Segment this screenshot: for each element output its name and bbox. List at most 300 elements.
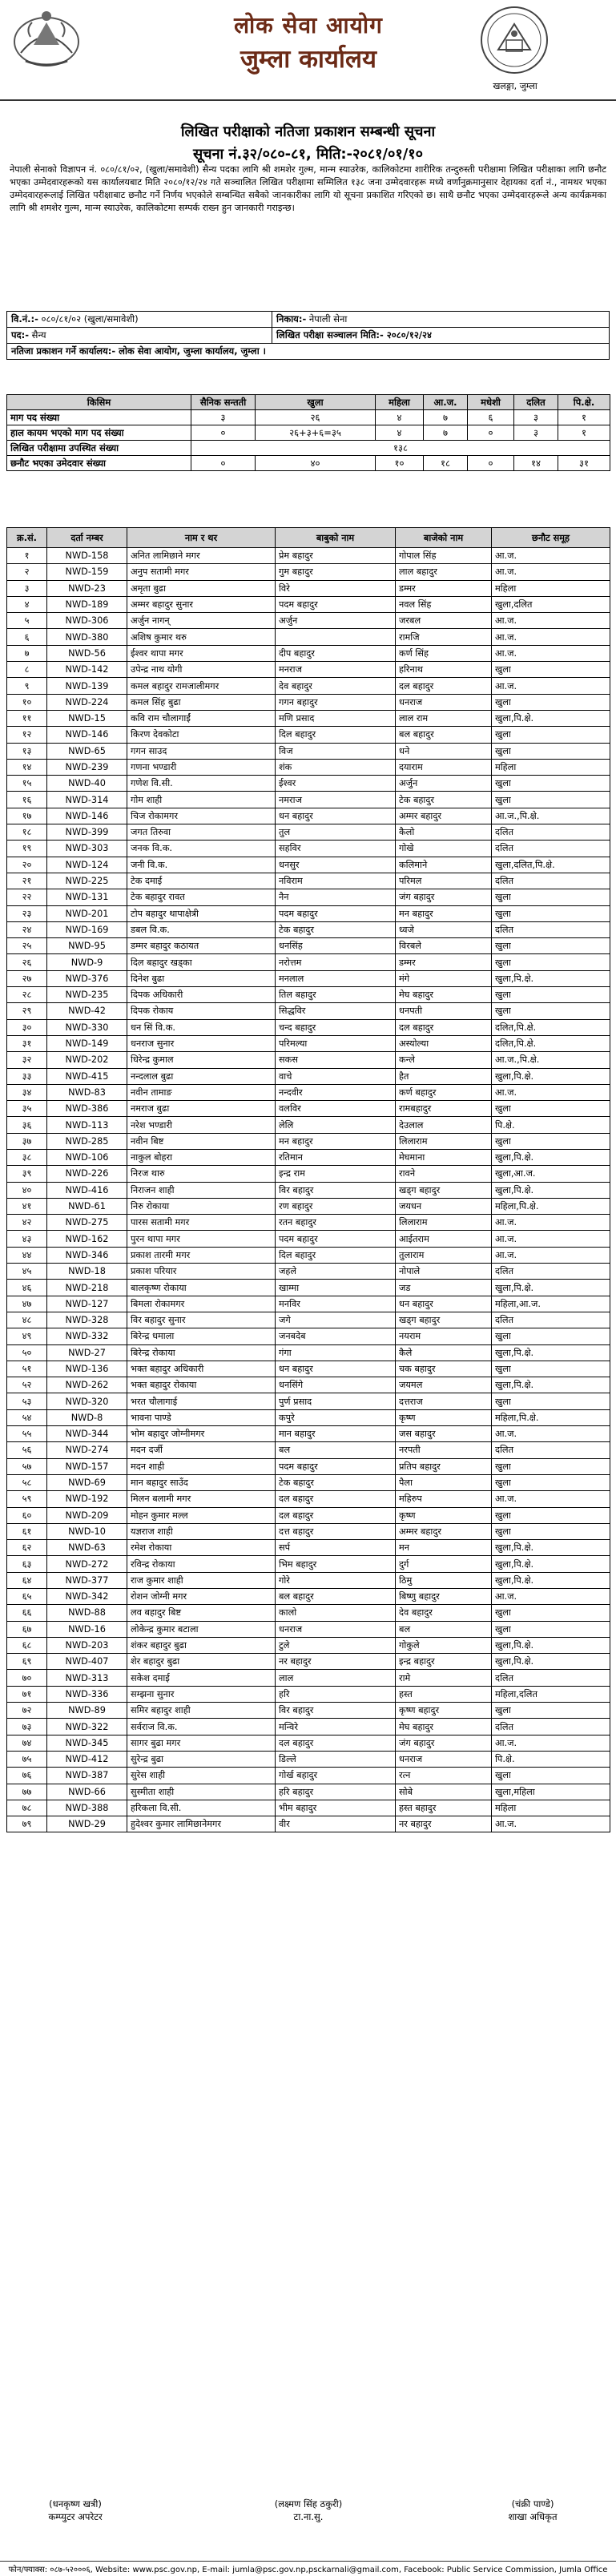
selection-group: आ.ज. [492,645,610,661]
grandfather-name: प्रतिप बहादुर [396,1458,492,1474]
serial-number: २१ [7,873,47,889]
candidate-name: उपेन्द्र नाथ योगी [127,662,276,678]
registration-number: NWD-306 [47,613,127,629]
table-row [7,1784,610,1800]
candidate-name: कवि राम चौलागाईं [127,710,276,726]
serial-number: ५२ [7,1377,47,1393]
serial-number: ७६ [7,1768,47,1784]
father-name: दल बहादुर [276,1491,396,1507]
registration-number: NWD-42 [47,1003,127,1019]
registration-number: NWD-9 [47,954,127,970]
posts-cell: १ [558,410,610,425]
father-name: वीर [276,1816,396,1832]
table-row [7,873,610,889]
registration-number: NWD-16 [47,1621,127,1637]
serial-number: ७८ [7,1800,47,1816]
serial-number: ५० [7,1344,47,1361]
registration-number: NWD-18 [47,1264,127,1280]
serial-number: १० [7,694,47,710]
table-row [7,1231,610,1247]
serial-number: ४ [7,596,47,612]
selection-group: आ.ज.,पि.क्षे. [492,808,610,824]
selection-group: पि.क्षे. [492,1117,610,1133]
table-row [7,921,610,937]
serial-number: ५ [7,613,47,629]
registration-number: NWD-336 [47,1686,127,1702]
table-row [7,1133,610,1149]
father-name: प्रेम बहादुर [276,548,396,564]
candidate-name: अशिष कुमार थरु [127,629,276,645]
father-name: ईश्वर [276,776,396,792]
table-row [7,1572,610,1588]
table-row [7,1361,610,1377]
grandfather-name: दल बहादुर [396,678,492,694]
serial-number: ४५ [7,1264,47,1280]
registration-number: NWD-158 [47,548,127,564]
selection-group: दलित [492,921,610,937]
candidate-name: गणना भण्डारी [127,759,276,775]
serial-number: ३८ [7,1149,47,1165]
registration-number: NWD-29 [47,1816,127,1832]
serial-number: ६१ [7,1523,47,1539]
father-name: गंगा [276,1344,396,1361]
serial-number: ४६ [7,1280,47,1296]
posts-header-cell: सैनिक सन्तती [191,395,256,410]
office-name: जुम्ला कार्यालय [240,45,376,74]
grandfather-name: हरिनाथ [396,662,492,678]
footer-contact: फोन/फ्याक्स: ०८७-५२०००६, Website: www.psc.gov.np, E-mail: jumla@psc.gov.np,psckarnali@gmail.com, Facebook: Public Service Commission, Jumla Office [8,2566,608,2574]
serial-number: ३३ [7,1068,47,1084]
notice-paragraph: नेपाली सेनाको विज्ञापन नं. ०८०/८१/०२, (खुला/समावेशी) सैन्य पदका लागि श्री शमशेर गुल्म, मान्म स्याउरेक, कालिकोटमा शारीरिक तन्दुरुस्ती परीक्षामा लिखित परीक्षाका लागि छनौट भएका उम्मेदवारहरूको यस कार्यालयबाट मिति २०८०/१२/२४ गते सञ्चालित लिखित परीक्षामा सम्मिलित १३८ जना उम्मेदवारहरू मध्ये वर्णानुक्रमानुसार देहायका दर्ता नं., नामथर भएका उम्मेदवारहरूलाई लिखित परीक्षाबाट छनौट गर्ने निर्णय भएकोले सम्बन्धित सबैको जानकारीका लागि यो सूचना प्रकाशित गरिएको छ। साथै छनौट भएका उम्मेदवारहरूले अन्य कार्यक्रमका लागि श्री शमशेर गुल्म, मान्म स्याउरेक, कालिकोटमा सम्पर्क राख्न हुन जानकारी गराइन्छ। [10,164,606,213]
candidate-name: विर बहादुर सुनार [127,1312,276,1328]
registration-number: NWD-275 [47,1215,127,1231]
registration-number: NWD-113 [47,1117,127,1133]
father-name: भीम बहादुर [276,1800,396,1816]
candidate-name: लोकेन्द्र कुमार बटाला [127,1621,276,1637]
table-row [7,1296,610,1312]
grandfather-name: धने [396,743,492,759]
grandfather-name: धन बहादुर [396,1296,492,1312]
grandfather-name: आईतराम [396,1231,492,1247]
selection-group: खुला,पि.क्षे. [492,1654,610,1670]
selection-group: खुला,महिला [492,1784,610,1800]
table-row [7,727,610,743]
candidate-name: टोप बहादुर थापाक्षेत्री [127,905,276,921]
selection-group: खुला,पि.क्षे. [492,1149,610,1165]
registration-number: NWD-61 [47,1198,127,1214]
psc-logo-icon [479,5,550,75]
grandfather-name: बल बहादुर [396,727,492,743]
father-name: मनलाल [276,970,396,986]
registration-number: NWD-10 [47,1523,127,1539]
registration-number: NWD-124 [47,857,127,873]
serial-number: ७ [7,645,47,661]
table-row [7,743,610,759]
table-row [7,1800,610,1816]
registration-number: NWD-136 [47,1361,127,1377]
candidate-name: बिरेन्द्र धमाला [127,1328,276,1344]
table-row [7,613,610,629]
father-name: रण बहादुर [276,1198,396,1214]
table-row [7,1019,610,1035]
posts-header-cell: आ.ज. [424,395,468,410]
father-name: पदम बहादुर [276,905,396,921]
father-name: विज [276,743,396,759]
registration-number: NWD-344 [47,1426,127,1442]
serial-number: ७७ [7,1784,47,1800]
candidate-name: धनराज सुनार [127,1035,276,1051]
grandfather-name: रत्न [396,1768,492,1784]
candidate-name: डम्मर बहादुर कठायत [127,938,276,954]
selection-group: खुला [492,1474,610,1490]
candidate-name: भोम बहादुर जोग्नीमगर [127,1426,276,1442]
selection-group: खुला [492,776,610,792]
father-name: धनसिंह [276,938,396,954]
serial-number: ६० [7,1507,47,1523]
father-name: नर बहादुर [276,1654,396,1670]
selected-cell: १० [376,456,424,471]
grandfather-name: परिमल [396,873,492,889]
candidate-name: दिपक अधिकारी [127,987,276,1003]
selection-group: आ.ज. [492,1816,610,1832]
selected-cell: १४ [514,456,558,471]
grandfather-name: कृष्ण [396,1409,492,1425]
father-name: खाम्मा [276,1280,396,1296]
results-header-cell: बाजेको नाम [396,528,492,548]
grandfather-name: पैला [396,1474,492,1490]
exam-date-cell: लिखित परीक्षा सञ्चालन मिति:- २०८०/१२/२४ [272,328,610,344]
selection-group: खुला,दलित [492,596,610,612]
selection-group: आ.ज. [492,1589,610,1605]
father-name: सहविर [276,841,396,857]
selection-group: महिला [492,1800,610,1816]
candidate-name: प्रकाश परियार [127,1264,276,1280]
candidate-name: जनी वि.क. [127,857,276,873]
table-row [7,1637,610,1653]
serial-number: ४० [7,1182,47,1198]
father-name: मन्विरे [276,1719,396,1735]
office-address: खलङ्गा, जुम्ला [493,81,537,91]
father-name: विर बहादुर [276,1182,396,1198]
posts-header-cell: मधेशी [468,395,514,410]
registration-number: NWD-202 [47,1052,127,1068]
father-name: पदम बहादुर [276,596,396,612]
father-name: वलविर [276,1101,396,1117]
registration-number: NWD-192 [47,1491,127,1507]
serial-number: ६ [7,629,47,645]
registration-number: NWD-399 [47,824,127,841]
selection-group: खुला,पि.क्षे. [492,1377,610,1393]
registration-number: NWD-106 [47,1149,127,1165]
results-header-cell: बाबुको नाम [276,528,396,548]
selection-group: आ.ज. [492,1735,610,1751]
table-row [7,759,610,775]
grandfather-name: देउलाल [396,1117,492,1133]
registration-number: NWD-142 [47,662,127,678]
serial-number: ३९ [7,1166,47,1182]
grandfather-name: इन्द्र बहादुर [396,1654,492,1670]
selection-group: आ.ज. [492,1215,610,1231]
serial-number: ६८ [7,1637,47,1653]
table-row [7,1068,610,1084]
attended-label: लिखित परीक्षामा उपस्थित संख्या [7,441,191,456]
table-row [7,1654,610,1670]
father-name: धन बहादुर [276,1361,396,1377]
selection-group: दलित,पि.क्षे. [492,1019,610,1035]
registration-number: NWD-377 [47,1572,127,1588]
serial-number: २० [7,857,47,873]
selection-group: आ.ज. [492,1426,610,1442]
registration-number: NWD-63 [47,1540,127,1556]
registration-number: NWD-314 [47,792,127,808]
registration-number: NWD-412 [47,1751,127,1767]
grandfather-name: हस्त [396,1686,492,1702]
posts-header-cell: किसिम [7,395,191,410]
selection-group: खुला [492,1328,610,1344]
serial-number: ६५ [7,1589,47,1605]
candidate-name: पुरन थापा मगर [127,1231,276,1247]
posts-cell: ४ [376,425,424,441]
selection-group: खुला,पि.क्षे. [492,1182,610,1198]
registration-number: NWD-380 [47,629,127,645]
selection-group: आ.ज. [492,1491,610,1507]
table-row [7,776,610,792]
grandfather-name: जड [396,1280,492,1296]
serial-number: ५८ [7,1474,47,1490]
grandfather-name: बिष्णु बहादुर [396,1589,492,1605]
selection-group: खुला,आ.ज. [492,1166,610,1182]
selection-group: खुला [492,694,610,710]
selection-group: दलित,पि.क्षे. [492,1035,610,1051]
posts-cell: ७ [424,425,468,441]
table-row [7,629,610,645]
serial-number: ५१ [7,1361,47,1377]
table-row [7,1556,610,1572]
candidate-name: रमेश रोकाया [127,1540,276,1556]
serial-number: ७१ [7,1686,47,1702]
grandfather-name: जंग बहादुर [396,889,492,905]
table-row [7,1442,610,1458]
serial-number: ८ [7,662,47,678]
candidate-name: धिरेन्द्र कुमाल [127,1052,276,1068]
father-name: मान बहादुर [276,1426,396,1442]
grandfather-name: कन्ले [396,1052,492,1068]
selection-group: खुला,पि.क्षे. [492,1556,610,1572]
selection-group: दलित [492,1719,610,1735]
results-table [6,527,610,1832]
candidate-name: भावना पाण्डे [127,1409,276,1425]
table-row [7,1182,610,1198]
father-name: टुले [276,1637,396,1653]
table-row [7,857,610,873]
table-row [7,694,610,710]
selection-group: आ.ज. [492,1084,610,1100]
registration-number: NWD-159 [47,564,127,580]
grandfather-name: धनराज [396,1751,492,1767]
candidate-name: यज्ञराज शाही [127,1523,276,1539]
signature-section-officer: (चंक्री पाण्डे) शाखा अधिकृत [508,2498,558,2522]
selection-group: खुला [492,662,610,678]
candidate-name: समिर बहादुर शाही [127,1703,276,1719]
grandfather-name: धनपती [396,1003,492,1019]
grandfather-name: अम्मर बहादुर [396,1523,492,1539]
selection-group: महिला,पि.क्षे. [492,1198,610,1214]
registration-number: NWD-162 [47,1231,127,1247]
father-name: धनसिंगे [276,1377,396,1393]
grandfather-name: डम्मर [396,954,492,970]
grandfather-name: कैले [396,1344,492,1361]
candidate-name: कमल सिंह बुढा [127,694,276,710]
table-row [7,954,610,970]
table-row [7,938,610,954]
posts-cell: ६ [468,410,514,425]
table-row [7,987,610,1003]
selection-group: खुला,पि.क्षे. [492,970,610,986]
grandfather-name: कृष्ण बहादुर [396,1703,492,1719]
father-name: गगन बहादुर [276,694,396,710]
registration-number: NWD-387 [47,1768,127,1784]
father-name: डिल्ले [276,1751,396,1767]
table-row [7,1377,610,1393]
father-name: धनराज [276,1621,396,1637]
serial-number: ६९ [7,1654,47,1670]
selection-group: खुला [492,938,610,954]
table-row [7,678,610,694]
candidate-name: बिमला रोकामगर [127,1296,276,1312]
grandfather-name: कैलो [396,824,492,841]
registration-number: NWD-313 [47,1670,127,1686]
registration-number: NWD-146 [47,727,127,743]
grandfather-name: चक बहादुर [396,1361,492,1377]
father-name [276,629,396,645]
selection-group: खुला,पि.क्षे. [492,1637,610,1653]
candidate-name: दिपक रोकाय [127,1003,276,1019]
selection-group: खुला [492,1133,610,1149]
serial-number: ६३ [7,1556,47,1572]
candidate-name: गगन साउद [127,743,276,759]
posts-attended-row [7,441,610,456]
registration-number: NWD-89 [47,1703,127,1719]
table-row [7,1686,610,1702]
grandfather-name: जस बहादुर [396,1426,492,1442]
serial-number: ३५ [7,1101,47,1117]
grandfather-name: खड्ग बहादुर [396,1182,492,1198]
serial-number: ७३ [7,1719,47,1735]
table-row [7,1215,610,1231]
table-row [7,1247,610,1263]
registration-number: NWD-226 [47,1166,127,1182]
serial-number: २३ [7,905,47,921]
father-name: लाल [276,1670,396,1686]
father-name: बल [276,1442,396,1458]
serial-number: ३ [7,580,47,596]
selection-group: खुला [492,727,610,743]
father-name: चन्द बहादुर [276,1019,396,1035]
serial-number: ४१ [7,1198,47,1214]
father-name: दल बहादुर [276,1507,396,1523]
serial-number: १९ [7,841,47,857]
posts-cell: २६+३+६=३५ [256,425,376,441]
candidate-name: मिलन बलामी मगर [127,1491,276,1507]
selection-group: खुला [492,1621,610,1637]
father-name: नरोत्तम [276,954,396,970]
registration-number: NWD-416 [47,1182,127,1198]
serial-number: ४३ [7,1231,47,1247]
selection-group: खुला,दलित,पि.क्षे. [492,857,610,873]
grandfather-name: मन [396,1540,492,1556]
father-name: मणि प्रसाद [276,710,396,726]
serial-number: ३२ [7,1052,47,1068]
table-row [7,1507,610,1523]
grandfather-name: लिलाराम [396,1133,492,1149]
father-name: जगे [276,1312,396,1328]
father-name: शंक [276,759,396,775]
father-name: सकस [276,1052,396,1068]
posts-header-cell: पि.क्षे. [558,395,610,410]
results-header-cell: छनौट समूह [492,528,610,548]
candidate-name: नवीन बिष्ट [127,1133,276,1149]
candidate-name: शंकर बहादुर बुढा [127,1637,276,1653]
registration-number: NWD-127 [47,1296,127,1312]
father-name: पुर्ण प्रसाद [276,1393,396,1409]
candidate-name: दिनेश बुढा [127,970,276,986]
table-row [7,1312,610,1328]
grandfather-name: मन बहादुर [396,905,492,921]
grandfather-name: तुलाराम [396,1247,492,1263]
grandfather-name: अस्योल्या [396,1035,492,1051]
father-name: मनराज [276,662,396,678]
grandfather-name: लाल राम [396,710,492,726]
grandfather-name: धनराज [396,694,492,710]
candidate-name: बालकृष्ण रोकाया [127,1280,276,1296]
registration-number: NWD-95 [47,938,127,954]
results-header-cell: नाम र थर [127,528,276,548]
selection-group: खुला,पि.क्षे. [492,1068,610,1084]
selection-group: खुला [492,1703,610,1719]
grandfather-name: कलिमाने [396,857,492,873]
table-row [7,905,610,921]
selection-group: आ.ज. [492,629,610,645]
registration-number: NWD-272 [47,1556,127,1572]
header-divider [0,99,616,101]
table-row [7,1198,610,1214]
registration-number: NWD-139 [47,678,127,694]
serial-number: ७५ [7,1751,47,1767]
table-row [7,1409,610,1425]
registration-number: NWD-388 [47,1800,127,1816]
registration-number: NWD-88 [47,1605,127,1621]
footer-divider [0,2561,616,2562]
organization-name: लोक सेवा आयोग [234,12,383,38]
father-name: कालो [276,1605,396,1621]
table-row [7,1393,610,1409]
registration-number: NWD-27 [47,1344,127,1361]
candidate-name: बिरेन्द्र रोकाया [127,1344,276,1361]
father-name: रतन बहादुर [276,1215,396,1231]
grandfather-name: नवल सिंह [396,596,492,612]
candidate-name: अमृता बुढा [127,580,276,596]
serial-number: ५३ [7,1393,47,1409]
selection-group: खुला [492,889,610,905]
serial-number: २७ [7,970,47,986]
candidate-name: निरु रोकाया [127,1198,276,1214]
father-name: अर्जुन [276,613,396,629]
selection-group: आ.ज.,पि.क्षे. [492,1052,610,1068]
grandfather-name: विरबले [396,938,492,954]
posts-cell: माग पद संख्या [7,410,191,425]
registration-number: NWD-386 [47,1101,127,1117]
candidate-name: सुरेस शाही [127,1768,276,1784]
